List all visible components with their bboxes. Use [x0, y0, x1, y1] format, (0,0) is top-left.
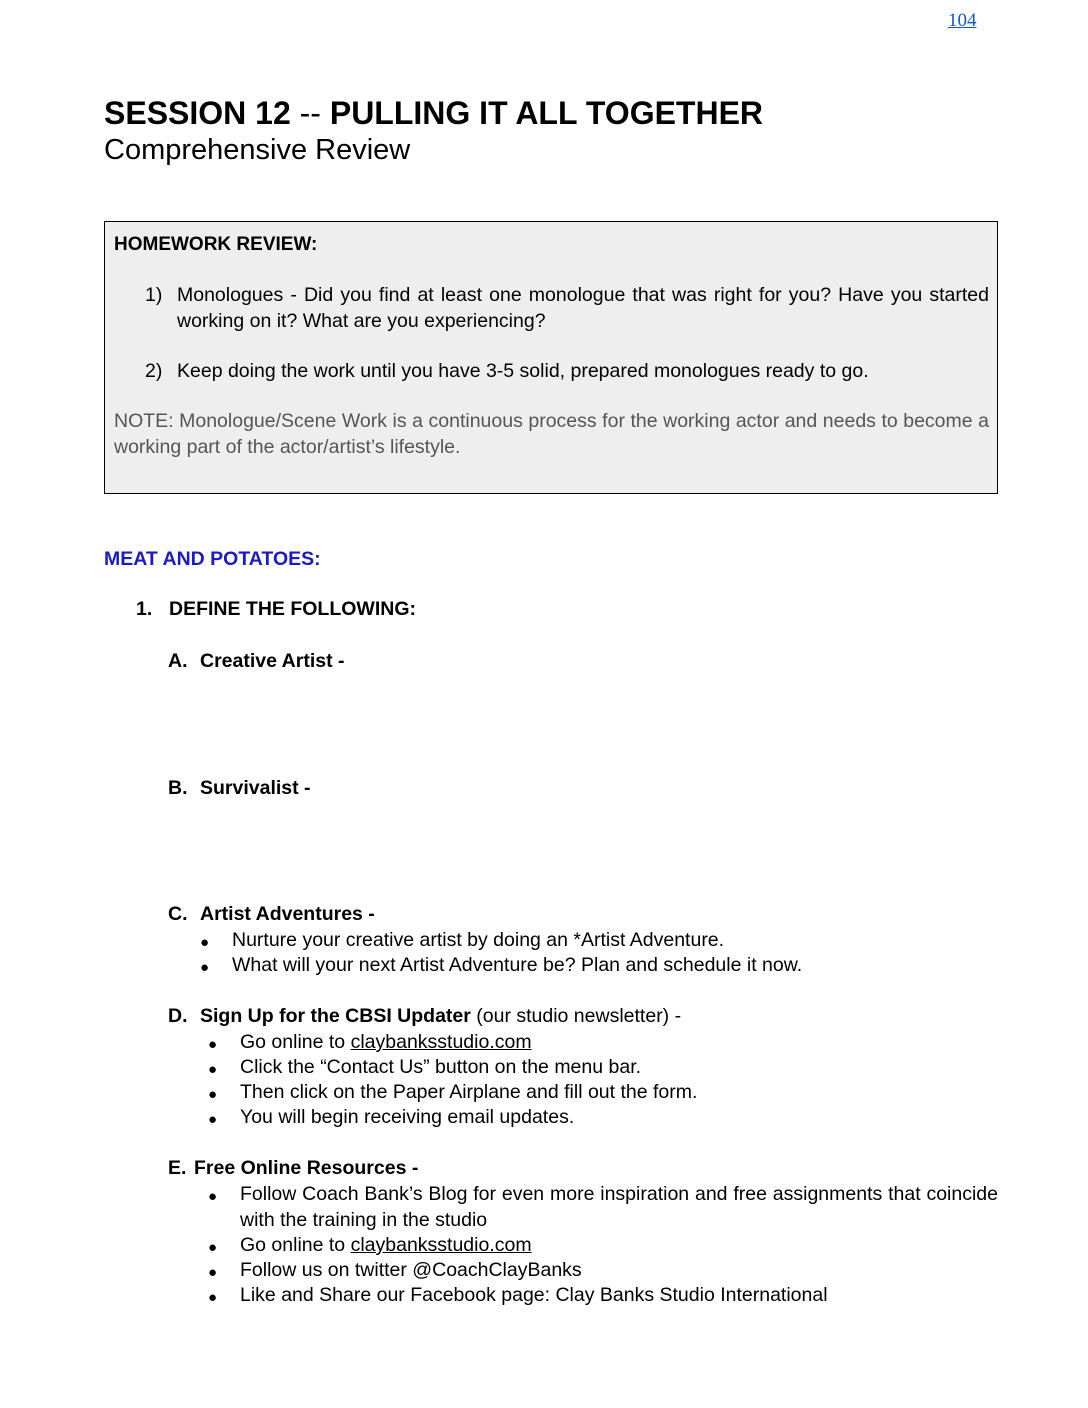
define-number: 1. [136, 598, 153, 620]
bullet-icon: ● [200, 934, 210, 951]
section-label: Artist Adventures - [200, 903, 375, 925]
title-dashes: -- [290, 95, 330, 131]
bullet-icon: ● [200, 959, 210, 976]
homework-note: NOTE: Monologue/Scene Work is a continuous process for the working actor and needs to become a working part of the actor/artist’s lifestyle. [114, 410, 989, 458]
website-link[interactable]: claybanksstudio.com [350, 1031, 532, 1053]
list-item-text: Nurture your creative artist by doing an *Artist Adventure. [232, 929, 725, 951]
list-item-prefix: Go online to [240, 1234, 351, 1256]
page-title [104, 95, 763, 132]
section-survivalist [168, 777, 311, 800]
section-free-resources [168, 1157, 418, 1180]
bullet-icon: ● [208, 1239, 218, 1256]
list-item-text: You will begin receiving email updates. [240, 1106, 575, 1128]
homework-item-number: 1) [145, 284, 163, 306]
title-part1: SESSION 12 [104, 95, 291, 131]
bullet-icon: ● [208, 1264, 218, 1281]
define-label: DEFINE THE FOLLOWING: [169, 598, 416, 620]
list-item-text: Follow Coach Bank’s Blog for even more inspiration and free assignments that coincide with the training in the studio [240, 1183, 998, 1231]
list-item-text: Follow us on twitter @CoachClayBanks [240, 1259, 582, 1281]
title-part2: PULLING IT ALL TOGETHER [329, 95, 764, 131]
page-number[interactable]: 104 [948, 10, 977, 31]
bullet-icon: ● [208, 1111, 218, 1128]
homework-item-text: Monologues - Did you find at least one monologue that was right for you? Have you started working on it? What are you experiencing? [177, 284, 989, 332]
bullet-icon: ● [208, 1188, 218, 1205]
homework-review-box [104, 221, 998, 494]
section-label: Survivalist - [200, 777, 311, 799]
section-label-suffix: (our studio newsletter) - [470, 1005, 682, 1027]
section-letter: A. [168, 650, 188, 672]
website-link[interactable]: claybanksstudio.com [350, 1234, 532, 1256]
list-item-prefix: Go online to [240, 1031, 351, 1053]
section-letter: E. [168, 1157, 187, 1179]
section-letter: B. [168, 777, 188, 799]
list-item-text: Then click on the Paper Airplane and fill out the form. [240, 1081, 698, 1103]
list-item-text [240, 1030, 532, 1056]
section-creative-artist [168, 650, 345, 673]
bullet-icon: ● [208, 1036, 218, 1053]
bullet-icon: ● [208, 1086, 218, 1103]
define-heading [136, 598, 416, 621]
list-item-text: What will your next Artist Adventure be? Plan and schedule it now. [232, 954, 803, 976]
page-subtitle: Comprehensive Review [104, 134, 411, 166]
section-letter: C. [168, 903, 188, 925]
section-label: Free Online Resources - [194, 1157, 419, 1179]
homework-item-number: 2) [145, 360, 163, 382]
bullet-icon: ● [208, 1289, 218, 1306]
homework-heading: HOMEWORK REVIEW: [114, 234, 318, 255]
list-item-text [240, 1233, 532, 1259]
bullet-icon: ● [208, 1061, 218, 1078]
section-artist-adventures [168, 903, 375, 926]
list-item [208, 1182, 998, 1233]
homework-item-text: Keep doing the work until you have 3-5 solid, prepared monologues ready to go. [177, 360, 869, 382]
section-cbsi-updater [168, 1005, 681, 1028]
section-letter: D. [168, 1005, 188, 1027]
list-item-text: Click the “Contact Us” button on the menu bar. [240, 1056, 642, 1078]
section-label: Sign Up for the CBSI Updater [200, 1005, 471, 1027]
section-label: Creative Artist - [200, 650, 345, 672]
list-item-text: Like and Share our Facebook page: Clay Banks Studio International [240, 1284, 828, 1306]
meat-and-potatoes-heading: MEAT AND POTATOES: [104, 548, 321, 570]
